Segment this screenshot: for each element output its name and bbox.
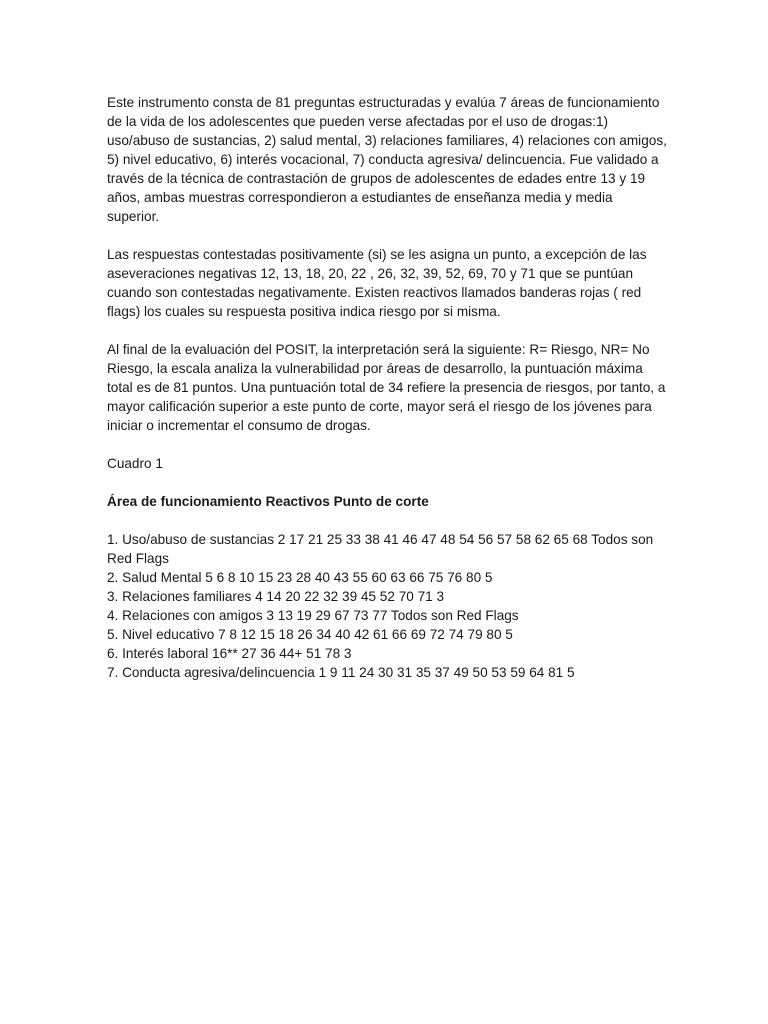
document-page [107,93,667,682]
list-item: 6. Interés laboral 16** 27 36 44+ 51 78 3 [107,646,352,661]
list-item: 7. Conducta agresiva/delincuencia 1 9 11 24 30 31 35 37 49 50 53 59 64 81 5 [107,665,575,680]
table-heading: Área de funcionamiento Reactivos Punto de corte [107,494,429,509]
list-item: 3. Relaciones familiares 4 14 20 22 32 39 45 52 70 71 3 [107,589,445,604]
functioning-areas-list [107,530,667,682]
paragraph-instrument-description: Este instrumento consta de 81 preguntas estructuradas y evalúa 7 áreas de funcionamiento de la vida de los adolescentes que pueden verse afectadas por el uso de drogas:1) uso/abuso de sustancias, 2) salud mental, 3) relaciones familiares, 4) relaciones con amigos, 5) nivel educativo, 6) interés vocacional, 7) conducta agresiva/ delincuencia. Fue validado a través de la técnica de contrastación de grupos de adolescentes de edades entre 13 y 19 años, ambas muestras correspondieron a estudiantes de enseñanza media y media superior. [107,95,667,224]
paragraph-scoring-rules: Las respuestas contestadas positivamente (si) se les asigna un punto, a excepción de las aseveraciones negativas 12, 13, 18, 20, 22 , 26, 32, 39, 52, 69, 70 y 71 que se puntúan cuando son contestadas negativamente. Existen reactivos llamados banderas rojas ( red flags) los cuales su respuesta positiva indica riesgo por si misma. [107,247,647,319]
list-item: 2. Salud Mental 5 6 8 10 15 23 28 40 43 55 60 63 66 75 76 80 5 [107,570,493,585]
list-item: 4. Relaciones con amigos 3 13 19 29 67 73 77 Todos son Red Flags [107,608,519,623]
table-label: Cuadro 1 [107,456,163,471]
list-item: 5. Nivel educativo 7 8 12 15 18 26 34 40 42 61 66 69 72 74 79 80 5 [107,627,513,642]
paragraph-interpretation: Al final de la evaluación del POSIT, la interpretación será la siguiente: R= Riesgo, NR= No Riesgo, la escala analiza la vulnerabilidad por áreas de desarrollo, la puntuación máxima total es de 81 puntos. Una puntuación total de 34 refiere la presencia de riesgos, por tanto, a mayor calificación superior a este punto de corte, mayor será el riesgo de los jóvenes para iniciar o incrementar el consumo de drogas. [107,342,666,433]
list-item: 1. Uso/abuso de sustancias 2 17 21 25 33 38 41 46 47 48 54 56 57 58 62 65 68 Todos son Red Flags [107,532,654,566]
